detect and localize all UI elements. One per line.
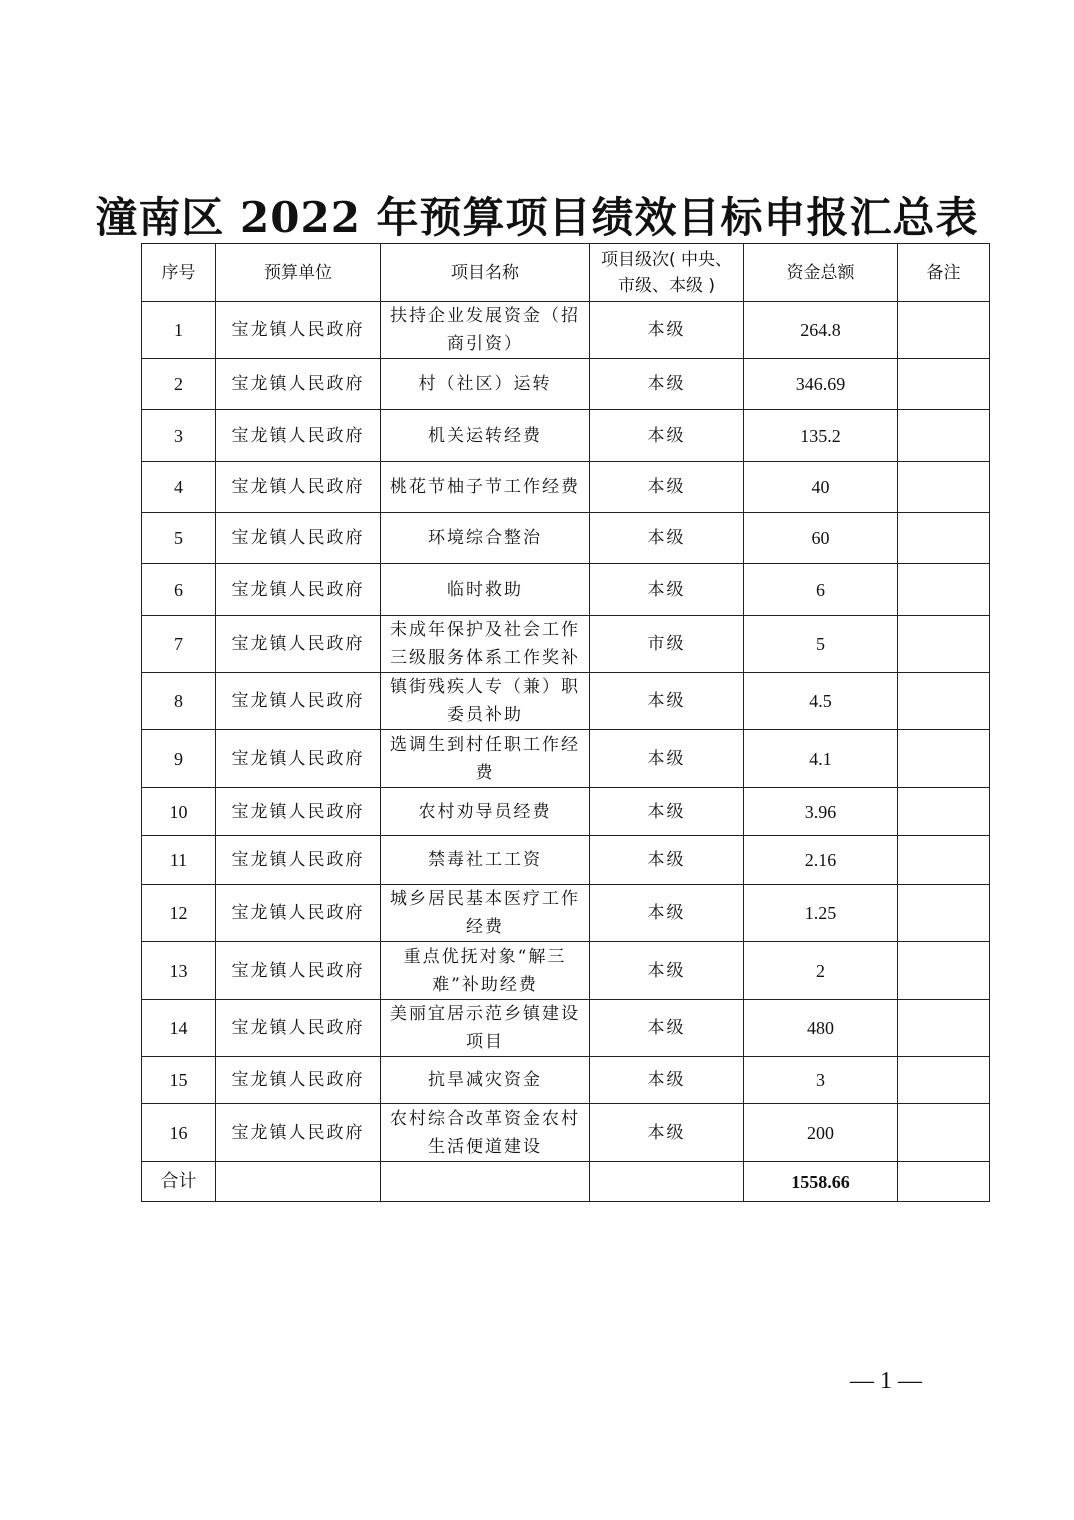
row-name: 选调生到村任职工作经费 xyxy=(381,730,590,788)
row-amount: 1.25 xyxy=(744,885,898,942)
total-remark-empty xyxy=(898,1162,990,1202)
row-amount: 480 xyxy=(744,1000,898,1057)
table-row xyxy=(142,788,990,836)
row-unit: 宝龙镇人民政府 xyxy=(216,462,381,513)
row-no: 14 xyxy=(142,1000,216,1057)
table-row xyxy=(142,359,990,410)
header-no: 序号 xyxy=(142,244,216,302)
table-row xyxy=(142,1057,990,1104)
row-unit: 宝龙镇人民政府 xyxy=(216,673,381,730)
table-row xyxy=(142,1104,990,1162)
row-level: 本级 xyxy=(590,564,744,616)
row-remark xyxy=(898,1000,990,1057)
header-amount: 资金总额 xyxy=(744,244,898,302)
row-remark xyxy=(898,1104,990,1162)
table-header-row xyxy=(142,244,990,302)
row-no: 11 xyxy=(142,836,216,885)
row-unit: 宝龙镇人民政府 xyxy=(216,410,381,462)
row-unit: 宝龙镇人民政府 xyxy=(216,788,381,836)
row-unit: 宝龙镇人民政府 xyxy=(216,513,381,564)
row-amount: 4.1 xyxy=(744,730,898,788)
row-level: 本级 xyxy=(590,1000,744,1057)
row-name: 临时救助 xyxy=(381,564,590,616)
row-level: 本级 xyxy=(590,1104,744,1162)
row-no: 1 xyxy=(142,302,216,359)
row-amount: 2.16 xyxy=(744,836,898,885)
header-level-line1: 项目级次( 中央、 xyxy=(600,249,733,270)
row-level: 市级 xyxy=(590,616,744,673)
row-amount: 4.5 xyxy=(744,673,898,730)
row-level: 本级 xyxy=(590,730,744,788)
row-name: 重点优抚对象“解三难”补助经费 xyxy=(381,942,590,1000)
header-level-line2: 市级、本级 ) xyxy=(617,275,716,296)
row-no: 4 xyxy=(142,462,216,513)
row-amount: 2 xyxy=(744,942,898,1000)
total-level-empty xyxy=(590,1162,744,1202)
row-remark xyxy=(898,730,990,788)
row-unit: 宝龙镇人民政府 xyxy=(216,302,381,359)
row-no: 7 xyxy=(142,616,216,673)
row-no: 10 xyxy=(142,788,216,836)
row-remark xyxy=(898,942,990,1000)
row-name: 村（社区）运转 xyxy=(381,359,590,410)
row-remark xyxy=(898,885,990,942)
table-row xyxy=(142,462,990,513)
table-row xyxy=(142,410,990,462)
table-row xyxy=(142,513,990,564)
table-row xyxy=(142,1000,990,1057)
row-amount: 3 xyxy=(744,1057,898,1104)
table-row xyxy=(142,885,990,942)
row-level: 本级 xyxy=(590,410,744,462)
row-amount: 5 xyxy=(744,616,898,673)
row-level: 本级 xyxy=(590,836,744,885)
total-label: 合计 xyxy=(142,1162,216,1202)
row-remark xyxy=(898,462,990,513)
row-level: 本级 xyxy=(590,359,744,410)
row-no: 13 xyxy=(142,942,216,1000)
header-name: 项目名称 xyxy=(381,244,590,302)
row-name: 禁毒社工工资 xyxy=(381,836,590,885)
row-name: 城乡居民基本医疗工作经费 xyxy=(381,885,590,942)
row-amount: 200 xyxy=(744,1104,898,1162)
row-level: 本级 xyxy=(590,513,744,564)
row-unit: 宝龙镇人民政府 xyxy=(216,359,381,410)
row-no: 16 xyxy=(142,1104,216,1162)
total-amount: 1558.66 xyxy=(744,1162,898,1202)
table-row xyxy=(142,616,990,673)
total-unit-empty xyxy=(216,1162,381,1202)
row-no: 9 xyxy=(142,730,216,788)
row-unit: 宝龙镇人民政府 xyxy=(216,616,381,673)
row-amount: 346.69 xyxy=(744,359,898,410)
row-name: 扶持企业发展资金（招商引资） xyxy=(381,302,590,359)
row-name: 镇街残疾人专（兼）职委员补助 xyxy=(381,673,590,730)
table-row xyxy=(142,836,990,885)
row-amount: 6 xyxy=(744,564,898,616)
row-name: 机关运转经费 xyxy=(381,410,590,462)
row-unit: 宝龙镇人民政府 xyxy=(216,1057,381,1104)
row-no: 3 xyxy=(142,410,216,462)
row-remark xyxy=(898,836,990,885)
row-amount: 3.96 xyxy=(744,788,898,836)
row-level: 本级 xyxy=(590,673,744,730)
row-remark xyxy=(898,673,990,730)
header-level xyxy=(590,244,744,302)
row-name: 环境综合整治 xyxy=(381,513,590,564)
total-name-empty xyxy=(381,1162,590,1202)
row-amount: 40 xyxy=(744,462,898,513)
header-remark: 备注 xyxy=(898,244,990,302)
table-row xyxy=(142,673,990,730)
document-title: 潼南区 2022 年预算项目绩效目标申报汇总表 xyxy=(95,193,979,242)
budget-summary-table xyxy=(141,243,990,1202)
row-remark xyxy=(898,616,990,673)
table-row xyxy=(142,942,990,1000)
row-unit: 宝龙镇人民政府 xyxy=(216,942,381,1000)
row-no: 6 xyxy=(142,564,216,616)
total-row xyxy=(142,1162,990,1202)
row-level: 本级 xyxy=(590,942,744,1000)
table-row xyxy=(142,730,990,788)
row-unit: 宝龙镇人民政府 xyxy=(216,730,381,788)
row-remark xyxy=(898,410,990,462)
row-unit: 宝龙镇人民政府 xyxy=(216,836,381,885)
row-name: 抗旱减灾资金 xyxy=(381,1057,590,1104)
row-no: 12 xyxy=(142,885,216,942)
row-remark xyxy=(898,1057,990,1104)
row-level: 本级 xyxy=(590,885,744,942)
row-name: 美丽宜居示范乡镇建设项目 xyxy=(381,1000,590,1057)
table-row xyxy=(142,564,990,616)
row-name: 未成年保护及社会工作三级服务体系工作奖补 xyxy=(381,616,590,673)
row-remark xyxy=(898,359,990,410)
header-unit: 预算单位 xyxy=(216,244,381,302)
row-remark xyxy=(898,302,990,359)
row-no: 2 xyxy=(142,359,216,410)
row-level: 本级 xyxy=(590,462,744,513)
row-level: 本级 xyxy=(590,302,744,359)
row-name: 桃花节柚子节工作经费 xyxy=(381,462,590,513)
row-name: 农村劝导员经费 xyxy=(381,788,590,836)
page-number: — 1 — xyxy=(850,1368,922,1394)
row-no: 15 xyxy=(142,1057,216,1104)
row-amount: 264.8 xyxy=(744,302,898,359)
row-remark xyxy=(898,513,990,564)
row-remark xyxy=(898,564,990,616)
table-row xyxy=(142,302,990,359)
row-no: 5 xyxy=(142,513,216,564)
row-level: 本级 xyxy=(590,788,744,836)
row-name: 农村综合改革资金农村生活便道建设 xyxy=(381,1104,590,1162)
row-unit: 宝龙镇人民政府 xyxy=(216,885,381,942)
row-level: 本级 xyxy=(590,1057,744,1104)
row-unit: 宝龙镇人民政府 xyxy=(216,1104,381,1162)
row-no: 8 xyxy=(142,673,216,730)
row-amount: 60 xyxy=(744,513,898,564)
row-unit: 宝龙镇人民政府 xyxy=(216,1000,381,1057)
row-amount: 135.2 xyxy=(744,410,898,462)
row-unit: 宝龙镇人民政府 xyxy=(216,564,381,616)
row-remark xyxy=(898,788,990,836)
